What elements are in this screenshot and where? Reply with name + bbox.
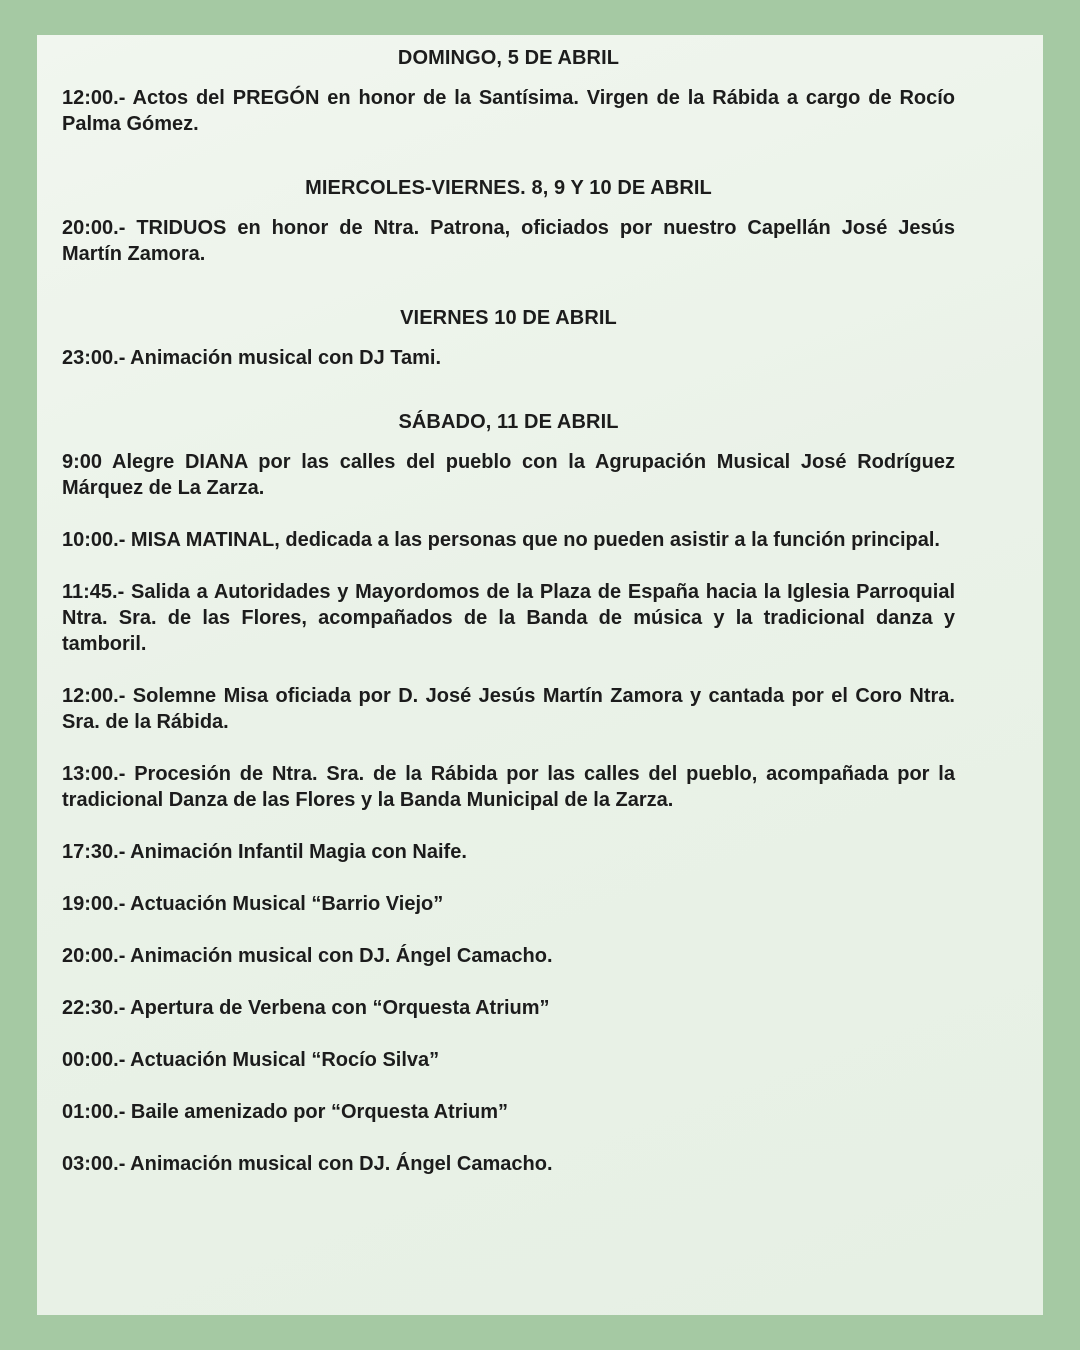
event-item: 9:00 Alegre DIANA por las calles del pueblo con la Agrupación Musical José Rodríguez Márquez de La Zarza. <box>62 451 955 499</box>
event-item: 13:00.- Procesión de Ntra. Sra. de la Rábida por las calles del pueblo, acompañada por la tradicional Danza de las Flores y la Banda Municipal de la Zarza. <box>62 763 955 811</box>
event-item: 01:00.- Baile amenizado por “Orquesta Atrium” <box>62 1101 509 1123</box>
event-item: 20:00.- TRIDUOS en honor de Ntra. Patrona, oficiados por nuestro Capellán José Jesús Martín Zamora. <box>62 217 955 265</box>
event-item: 23:00.- Animación musical con DJ Tami. <box>62 347 442 369</box>
event-item: 22:30.- Apertura de Verbena con “Orquesta Atrium” <box>62 997 550 1019</box>
event-item: 12:00.- Solemne Misa oficiada por D. José Jesús Martín Zamora y cantada por el Coro Ntra. Sra. de la Rábida. <box>62 685 955 733</box>
event-item: 19:00.- Actuación Musical “Barrio Viejo” <box>62 893 444 915</box>
day-heading-viernes: VIERNES 10 DE ABRIL <box>400 307 617 329</box>
day-heading-sabado: SÁBADO, 11 DE ABRIL <box>398 411 619 433</box>
event-item: 10:00.- MISA MATINAL, dedicada a las personas que no pueden asistir a la función principal. <box>62 529 940 551</box>
event-item: 03:00.- Animación musical con DJ. Ángel Camacho. <box>62 1153 553 1175</box>
event-item: 11:45.- Salida a Autoridades y Mayordomos de la Plaza de España hacia la Iglesia Parroquial Ntra. Sra. de las Flores, acompañados de la Banda de música y la tradicional danza y tamboril. <box>62 581 955 655</box>
day-heading-miercoles-viernes: MIERCOLES-VIERNES. 8, 9 Y 10 DE ABRIL <box>305 177 712 199</box>
event-item: 12:00.- Actos del PREGÓN en honor de la Santísima. Virgen de la Rábida a cargo de Rocío Palma Gómez. <box>62 87 955 135</box>
event-item: 17:30.- Animación Infantil Magia con Naife. <box>62 841 467 863</box>
program-page <box>37 35 1043 1315</box>
day-heading-domingo: DOMINGO, 5 DE ABRIL <box>397 47 620 69</box>
event-item: 20:00.- Animación musical con DJ. Ángel Camacho. <box>62 945 553 967</box>
event-item: 00:00.- Actuación Musical “Rocío Silva” <box>62 1049 440 1071</box>
